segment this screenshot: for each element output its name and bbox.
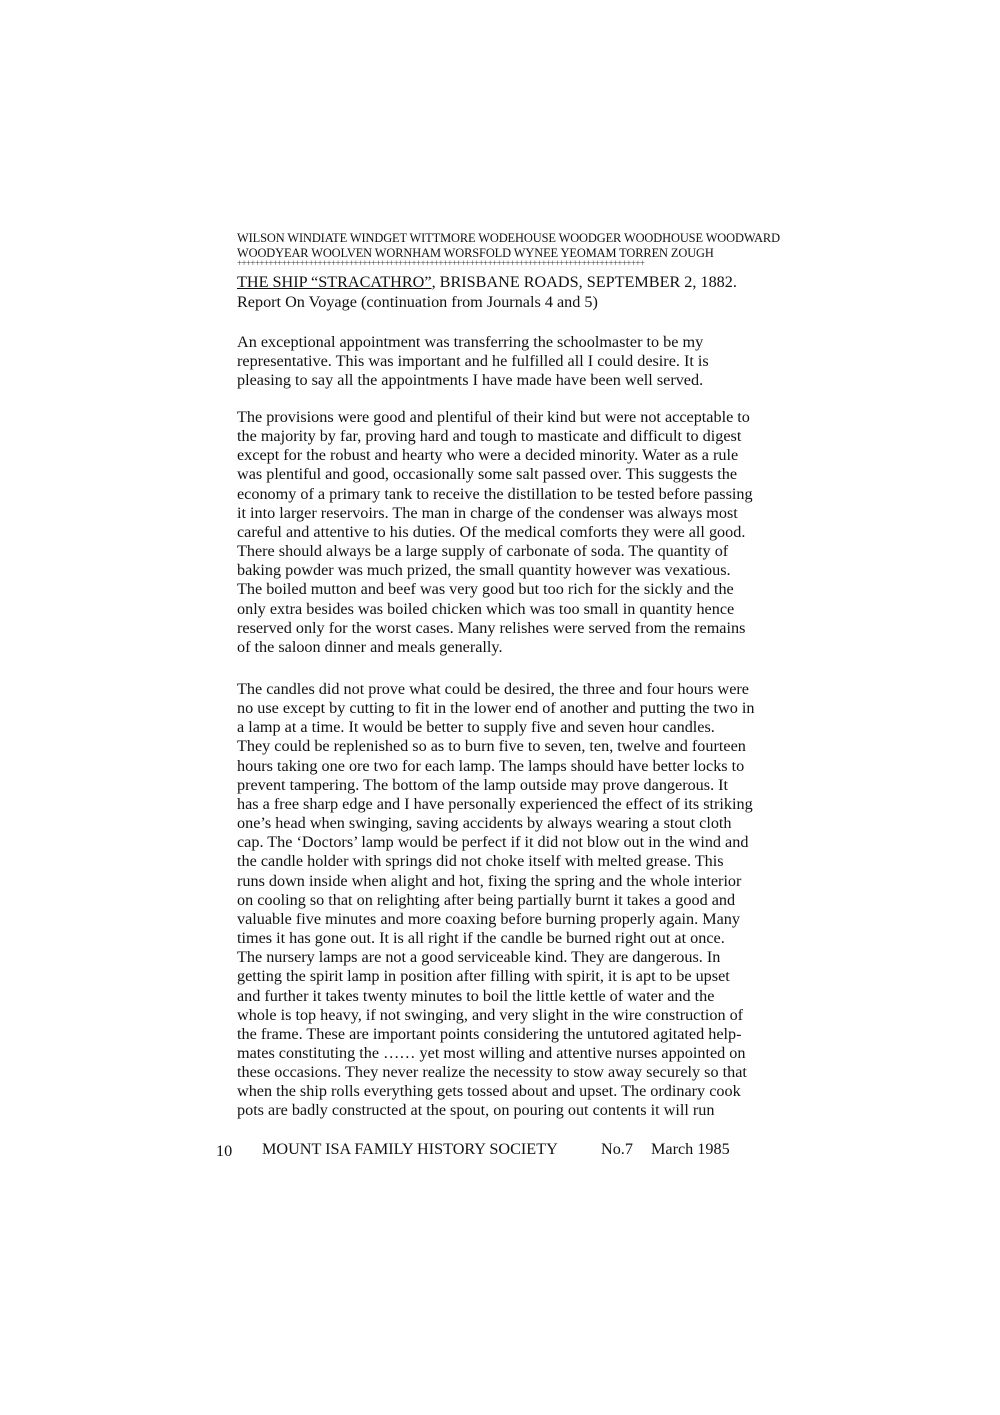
text-line: except for the robust and hearty who were a decided minority. Water as a rule	[237, 446, 739, 465]
text-line: pleasing to say all the appointments I have made have been well served.	[237, 371, 704, 390]
text-line: of the saloon dinner and meals generally.	[237, 637, 503, 656]
text-line: The candles did not prove what could be desired, the three and four hours were	[237, 680, 749, 698]
surname-list	[237, 231, 782, 261]
text-line: baking powder was much prized, the small quantity however was vexatious.	[237, 561, 731, 580]
paragraph	[237, 408, 777, 657]
text-line: times it has gone out. It is all right if the candle be burned right out at once.	[237, 929, 725, 948]
text-line: There should always be a large supply of carbonate of soda. The quantity of	[237, 542, 729, 561]
text-line: economy of a primary tank to receive the distillation to be tested before passing	[237, 484, 753, 503]
footer-society-name: MOUNT ISA FAMILY HISTORY SOCIETY	[262, 1140, 558, 1158]
ship-name: THE SHIP “STRACATHRO”	[237, 273, 432, 291]
text-line: prevent tampering. The bottom of the lamp outside may prove dangerous. It	[237, 775, 729, 794]
text-line: these occasions. They never realize the necessity to stow away securely so that	[237, 1063, 747, 1082]
text-line: one’s head when swinging, saving accidents by always wearing a stout cloth	[237, 814, 732, 833]
text-line: a lamp at a time. It would be better to supply five and seven hour candles.	[237, 718, 715, 737]
text-line: has a free sharp edge and I have personally experienced the effect of its striking	[237, 794, 753, 813]
text-line: The boiled mutton and beef was very good but too rich for the sickly and the	[237, 580, 734, 599]
heading-location-date: , BRISBANE ROADS, SEPTEMBER 2, 1882.	[431, 273, 737, 291]
text-line: whole is top heavy, if not swinging, and very slight in the wire construction of	[237, 1005, 744, 1024]
text-line: the frame. These are important points considering the untutored agitated help-	[237, 1024, 742, 1043]
text-line: it into larger reservoirs. The man in charge of the condenser was always most	[237, 503, 738, 522]
text-line: hours taking one ore two for each lamp. The lamps should have better locks to	[237, 756, 745, 775]
plus-divider: +++++++++++++++++++++++++++++++++++++++++++++++++++++++++++++++++++++++++++++++++++++++++++	[237, 259, 645, 268]
surname-line: WILSON WINDIATE WINDGET WITTMORE WODEHOUSE WOODGER WOODHOUSE WOODWARD	[237, 231, 780, 245]
footer-issue-number: No.7	[601, 1140, 633, 1158]
text-line: valuable five minutes and more coaxing before burning properly again. Many	[237, 909, 740, 928]
text-line: was plentiful and good, occasionally some salt passed over. This suggests the	[237, 465, 738, 484]
text-line: careful and attentive to his duties. Of the medical comforts they were all good.	[237, 522, 746, 541]
text-line: the candle holder with springs did not choke itself with melted grease. This	[237, 852, 724, 871]
text-line: cap. The ‘Doctors’ lamp would be perfect if it did not blow out in the wind and	[237, 833, 749, 852]
surname-line: WOODYEAR WOOLVEN WORNHAM WORSFOLD WYNEE YEOMAM TORREN ZOUGH	[237, 246, 714, 260]
text-line: on cooling so that on relighting after being partially burnt it takes a good and	[237, 890, 736, 909]
page-number: 10	[216, 1142, 233, 1160]
text-line: when the ship rolls everything gets tossed about and upset. The ordinary cook	[237, 1082, 741, 1101]
text-line: pots are badly constructed at the spout, on pouring out contents it will run	[237, 1101, 715, 1120]
article-heading	[237, 272, 797, 292]
text-line: getting the spirit lamp in position after filling with spirit, it is apt to be upset	[237, 967, 730, 986]
text-line: and further it takes twenty minutes to boil the little kettle of water and the	[237, 986, 715, 1005]
footer-issue-date: March 1985	[651, 1140, 730, 1158]
text-line: the majority by far, proving hard and tough to masticate and difficult to digest	[237, 427, 742, 446]
text-line: runs down inside when alight and hot, fixing the spring and the whole interior	[237, 871, 742, 890]
text-line: no use except by cutting to fit in the lower end of another and putting the two in	[237, 699, 755, 718]
text-line: The nursery lamps are not a good serviceable kind. They are dangerous. In	[237, 948, 721, 967]
text-line: mates constituting the …… yet most willing and attentive nurses appointed on	[237, 1043, 746, 1062]
paragraph	[237, 333, 777, 390]
text-line: only extra besides was boiled chicken which was too small in quantity hence	[237, 599, 735, 618]
article-subheading: Report On Voyage (continuation from Journals 4 and 5)	[237, 293, 598, 311]
text-line: reserved only for the worst cases. Many relishes were served from the remains	[237, 618, 746, 637]
paragraph	[237, 680, 777, 1121]
text-line: They could be replenished so as to burn five to seven, ten, twelve and fourteen	[237, 737, 746, 756]
text-line: An exceptional appointment was transferring the schoolmaster to be my	[237, 333, 704, 351]
text-line: The provisions were good and plentiful of their kind but were not acceptable to	[237, 408, 750, 426]
text-line: representative. This was important and he fulfilled all I could desire. It is	[237, 352, 709, 371]
